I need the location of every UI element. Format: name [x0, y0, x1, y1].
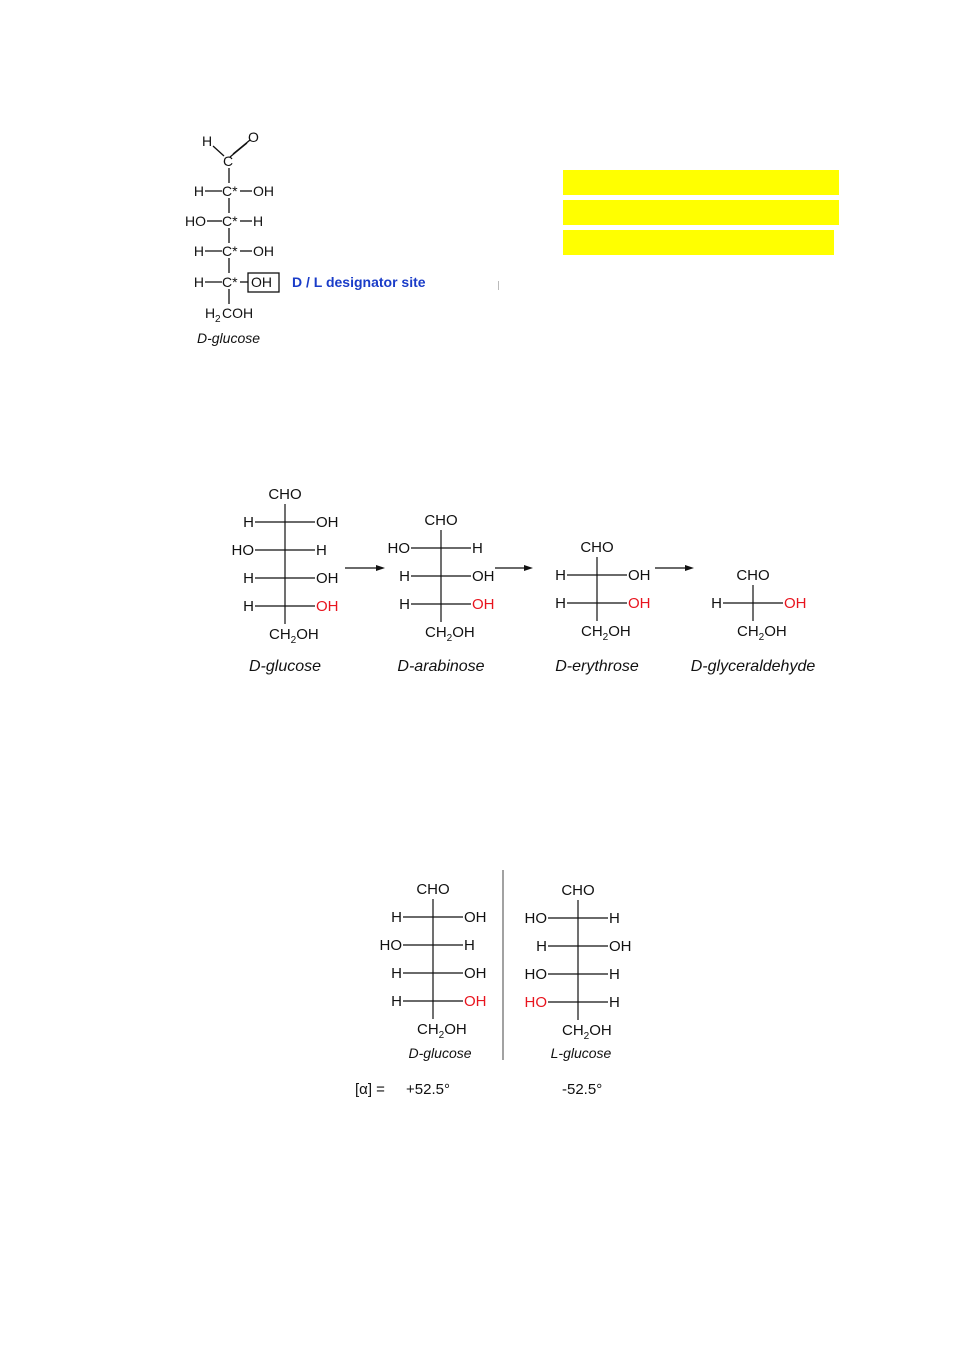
deg-name-d-glyceraldehyde: D-glyceraldehyde — [690, 658, 816, 675]
deg-d-arabinose-top-group: CHO — [424, 512, 458, 529]
enan-d-glucose-left-substituent: H — [391, 965, 402, 982]
bottom-subscript: 2 — [215, 314, 221, 325]
enan-d-glucose-left-substituent: H — [391, 909, 402, 926]
row4-center: C* — [222, 274, 238, 290]
deg-d-glucose-left-substituent: H — [243, 598, 254, 615]
deg-d-erythrose-right-substituent: OH — [628, 595, 651, 612]
deg-d-glucose-left-substituent: H — [243, 570, 254, 587]
enan-d-glucose-right-substituent: H — [464, 937, 475, 954]
enan-l-glucose-top-group: CHO — [561, 882, 595, 899]
enan-d-glucose-left-substituent: HO — [379, 937, 402, 954]
deg-d-arabinose-left-substituent: H — [399, 568, 410, 585]
row2-right: H — [253, 213, 264, 229]
row1-left: H — [193, 183, 204, 199]
deg-name-d-glucose: D-glucose — [248, 658, 322, 675]
enan-l-glucose-left-substituent: HO — [524, 910, 547, 927]
deg-d-erythrose-bottom-group: $CH_2OH$ — [581, 623, 631, 643]
row1-right: OH — [253, 183, 274, 199]
enan-d-glucose-bottom-group: $CH_2OH$ — [417, 1021, 467, 1041]
bottom-coh: COH — [222, 305, 254, 321]
top-glucose-structure — [0, 0, 954, 360]
deg-d-erythrose-top-group: CHO — [580, 539, 614, 556]
row2-center: C* — [222, 213, 238, 229]
enan-l-glucose-right-substituent: H — [609, 994, 620, 1011]
enan-l-glucose-bottom-group: $CH_2OH$ — [562, 1022, 612, 1042]
bottom-h: H — [205, 305, 216, 321]
row4-right-boxed: OH — [251, 274, 272, 290]
aldehyde-h-atom: H — [202, 133, 213, 149]
deg-d-arabinose-left-substituent: HO — [387, 540, 410, 557]
deg-d-arabinose-right-substituent: OH — [472, 568, 495, 585]
enan-l-glucose-left-substituent: HO — [524, 966, 547, 983]
enan-d-name: D-glucose — [408, 1045, 472, 1061]
deg-d-erythrose-left-substituent: H — [555, 595, 566, 612]
enan-l-glucose-left-substituent: H — [536, 938, 547, 955]
row4-left: H — [193, 274, 204, 290]
enan-d-glucose-right-substituent: OH — [464, 965, 487, 982]
deg-d-erythrose-right-substituent: OH — [628, 567, 651, 584]
deg-d-erythrose-left-substituent: H — [555, 567, 566, 584]
deg-d-glucose-bottom-group: $CH_2OH$ — [269, 626, 319, 646]
enan-d-glucose-top-group: CHO — [416, 881, 450, 898]
enantiomer-comparison — [0, 860, 954, 1110]
row3-left: H — [193, 243, 204, 259]
deg-d-glyceraldehyde-top-group: CHO — [736, 567, 770, 584]
row1-center: C* — [222, 183, 238, 199]
row2-left: HO — [185, 213, 206, 229]
deg-d-glucose-top-group: CHO — [268, 486, 302, 503]
deg-d-glucose-right-substituent: OH — [316, 514, 339, 531]
reaction-arrow-head — [376, 565, 385, 571]
reaction-arrow-head — [524, 565, 533, 571]
enan-d-glucose-right-substituent: OH — [464, 993, 487, 1010]
deg-d-glyceraldehyde-bottom-group: $CH_2OH$ — [737, 623, 787, 643]
l-rotation-value: -52.5° — [562, 1081, 603, 1098]
deg-d-glyceraldehyde-left-substituent: H — [711, 595, 722, 612]
enan-l-glucose-left-substituent: HO — [524, 994, 547, 1011]
deg-d-arabinose-right-substituent: OH — [472, 596, 495, 613]
deg-d-glucose-right-substituent: OH — [316, 598, 339, 615]
enan-l-glucose-right-substituent: H — [609, 910, 620, 927]
enan-l-glucose-right-substituent: OH — [609, 938, 632, 955]
deg-d-glucose-right-substituent: OH — [316, 570, 339, 587]
reaction-arrow-head — [685, 565, 694, 571]
deg-d-glucose-left-substituent: H — [243, 514, 254, 531]
enan-l-glucose-right-substituent: H — [609, 966, 620, 983]
enan-d-glucose-right-substituent: OH — [464, 909, 487, 926]
deg-d-arabinose-bottom-group: $CH_2OH$ — [425, 624, 475, 644]
deg-d-glyceraldehyde-right-substituent: OH — [784, 595, 807, 612]
aldehyde-c-atom: C — [223, 153, 234, 169]
degradation-series — [0, 470, 954, 690]
enan-d-glucose-left-substituent: H — [391, 993, 402, 1010]
top-molecule-name: D-glucose — [197, 330, 261, 346]
deg-name-d-arabinose: D-arabinose — [397, 658, 485, 675]
enan-l-name: L-glucose — [550, 1045, 612, 1061]
d-rotation-value: +52.5° — [406, 1081, 450, 1098]
rotation-label: [α] = — [355, 1081, 385, 1098]
deg-d-glucose-left-substituent: HO — [231, 542, 254, 559]
deg-d-glucose-right-substituent: H — [316, 542, 327, 559]
designator-site-label: D / L designator site — [292, 274, 426, 290]
row3-right: OH — [253, 243, 274, 259]
deg-name-d-erythrose: D-erythrose — [555, 658, 639, 675]
deg-d-arabinose-left-substituent: H — [399, 596, 410, 613]
deg-d-arabinose-right-substituent: H — [472, 540, 483, 557]
aldehyde-o-atom: O — [248, 129, 259, 145]
row3-center: C* — [222, 243, 238, 259]
